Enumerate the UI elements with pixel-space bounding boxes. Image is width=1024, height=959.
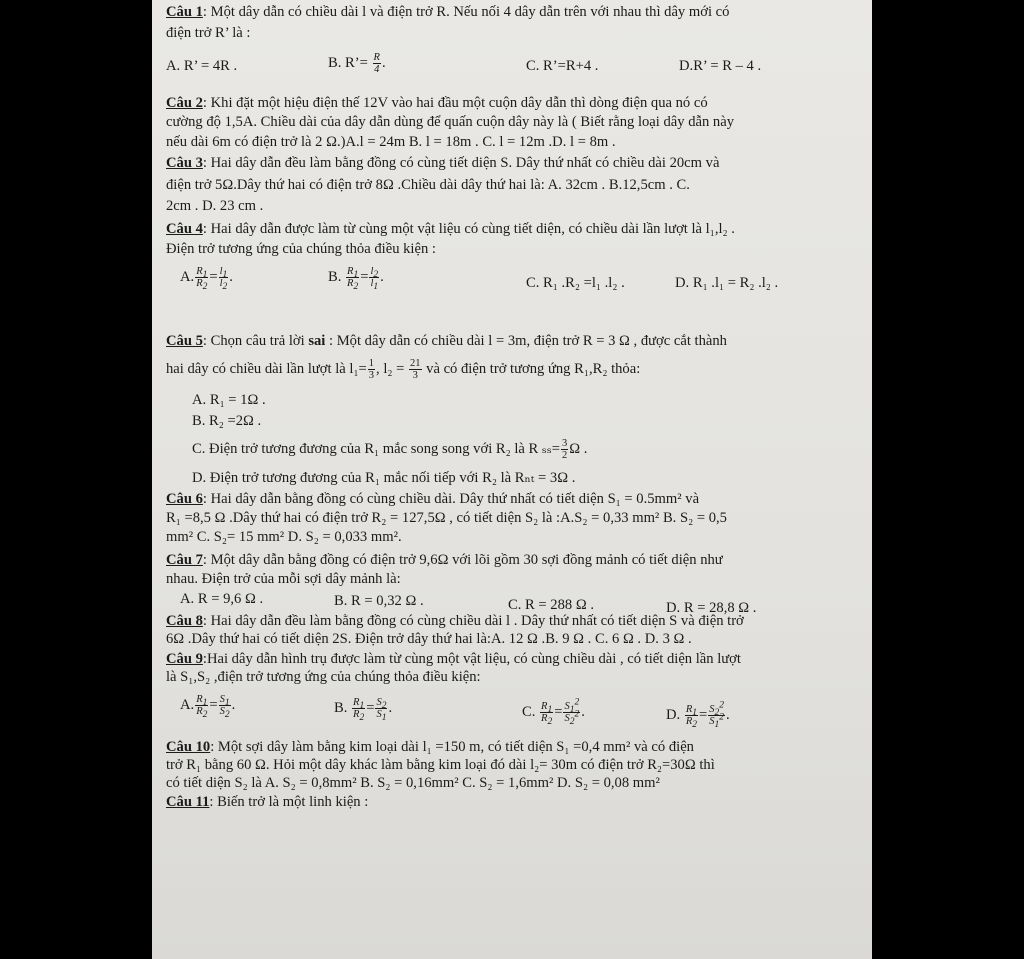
q10-line2: trở R₁ bằng 60 Ω. Hỏi một dây khác làm bằng kim loại đó dài l₂= 30m có điện trở R₂=30Ω thì	[166, 757, 715, 773]
q5-option-c: C. Điện trở tương đương của R₁ mắc song song với R₂ là R ₛₛ= $\frac{3}{2}$ Ω .	[192, 438, 588, 461]
q3-line2: điện trở 5Ω.Dây thứ hai có điện trở 8Ω .Chiều dài dây thứ hai là: A. 32cm . B.12,5cm . C.	[166, 177, 690, 193]
q4-line1: Câu 4: Hai dây dẫn được làm từ cùng một vật liệu có cùng tiết diện, có chiều dài lần lượt là l₁,l₂ .	[166, 221, 735, 237]
q1-option-d: D.R’ = R – 4 .	[679, 58, 762, 74]
q7-line2: nhau. Điện trở của mỗi sợi dây mảnh là:	[166, 571, 401, 587]
q7-option-b: B. R = 0,32 Ω .	[334, 593, 424, 609]
q2-heading: Câu 2	[166, 95, 203, 111]
q3-line1: Câu 3: Hai dây dẫn đều làm bằng đồng có cùng tiết diện S. Dây thứ nhất có chiều dài 20cm và	[166, 155, 720, 171]
q1-option-a: A. R’ = 4R .	[166, 58, 238, 74]
q9-line2: là S₁,S₂ ,điện trở tương ứng của chúng thỏa điều kiện:	[166, 669, 481, 685]
q2-line1: Câu 2: Khi đặt một hiệu điện thế 12V vào hai đầu một cuộn dây dẫn thì dòng điện qua nó có	[166, 95, 708, 111]
q6-line2: R₁ =8,5 Ω .Dây thứ hai có điện trở R₂ = 127,5Ω , có tiết diện S₂ là :A.S₂ = 0,33 mm² B. S₂ = 0,5	[166, 510, 727, 526]
q9-option-c: C. $\frac{R_1}{R_2}$ = $\frac{S_1^2}{S_2^2}$ .	[522, 697, 585, 728]
q8-line1: Câu 8: Hai dây dẫn đều làm bằng đồng có cùng chiều dài l . Dây thứ nhất có tiết diện S và điện trở	[166, 613, 744, 629]
q9-line1: Câu 9:Hai dây dẫn hình trụ được làm từ cùng một vật liệu, có cùng chiều dài , có tiết diện lần lượt	[166, 651, 741, 667]
q5-option-b: B. R₂ =2Ω .	[192, 413, 262, 429]
q4-option-b: B. $\frac{R_1}{R_2}$ = $\frac{l_2}{l_1}$ .	[328, 266, 384, 293]
q1-option-c: C. R’=R+4 .	[526, 58, 599, 74]
q5-line1: Câu 5: Chọn câu trả lời sai : Một dây dẫn có chiều dài l = 3m, điện trở R = 3 Ω , được cắt thành	[166, 333, 727, 349]
q11-line1: Câu 11: Biến trở là một linh kiện :	[166, 794, 369, 810]
q3-heading: Câu 3	[166, 155, 203, 171]
q7-option-a: A. R = 9,6 Ω .	[180, 591, 264, 607]
q5-option-d: D. Điện trở tương đương của R₁ mắc nối tiếp với R₂ là Rₙₜ = 3Ω .	[192, 470, 576, 486]
q6-line1: Câu 6: Hai dây dẫn bằng đồng có cùng chiều dài. Dây thứ nhất có tiết diện S₁ = 0.5mm² và	[166, 491, 700, 507]
q2-line3: nếu dài 6m có điện trở là 2 Ω.)A.l = 24m B. l = 18m . C. l = 12m .D. l = 8m .	[166, 134, 616, 150]
q10-heading: Câu 10	[166, 739, 211, 755]
q6-line3: mm² C. S₂= 15 mm² D. S₂ = 0,033 mm².	[166, 529, 402, 545]
q4-heading: Câu 4	[166, 221, 203, 237]
q4-line2: Điện trở tương ứng của chúng thỏa điều kiện :	[166, 241, 436, 257]
q3-line3: 2cm . D. 23 cm .	[166, 198, 264, 214]
q9-option-d: D. $\frac{R_1}{R_2}$ = $\frac{S_2^2}{S_1^2}$ .	[666, 700, 730, 731]
q7-heading: Câu 7	[166, 552, 203, 568]
q9-heading: Câu 9	[166, 651, 203, 667]
q8-line2: 6Ω .Dây thứ hai có tiết diện 2S. Điện trở dây thứ hai là:A. 12 Ω .B. 9 Ω . C. 6 Ω . D. 3 Ω .	[166, 631, 692, 647]
q1-line1: Câu 1: Một dây dẫn có chiều dài l và điện trở R. Nếu nối 4 dây dẫn trên với nhau thì dây mới có	[166, 4, 730, 20]
q5-heading: Câu 5	[166, 333, 203, 349]
q8-heading: Câu 8	[166, 613, 203, 629]
q6-heading: Câu 6	[166, 491, 203, 507]
q10-line3: có tiết diện S₂ là A. S₂ = 0,8mm² B. S₂ = 0,16mm² C. S₂ = 1,6mm² D. S₂ = 0,08 mm²	[166, 775, 660, 791]
q1-option-b: B. R’= $\frac{R}{4}$ .	[328, 52, 386, 75]
worksheet-page	[152, 0, 872, 959]
q4-option-a: A. $\frac{R_1}{R_2}$ = $\frac{l_1}{l_2}$ .	[180, 266, 233, 293]
q7-option-d: D. R = 28,8 Ω .	[666, 600, 757, 616]
q10-line1: Câu 10: Một sợi dây làm bằng kim loại dài l₁ =150 m, có tiết diện S₁ =0,4 mm² và có điện	[166, 739, 694, 755]
q11-heading: Câu 11	[166, 794, 210, 810]
q1-line2: điện trở R’ là :	[166, 25, 251, 41]
q7-option-c: C. R = 288 Ω .	[508, 597, 594, 613]
q5-line2: hai dây có chiều dài lần lượt là l₁= $\frac{1}{3}$ , l₂ = $\frac{21}{3}$ và có điện trở tương ứng R₁,R₂ thỏa:	[166, 358, 641, 381]
q9-option-b: B. $\frac{R_1}{R_2}$ = $\frac{S_2}{S_1}$ .	[334, 697, 393, 724]
q2-line2: cường độ 1,5A. Chiều dài của dây dẫn dùng để quấn cuộn dây này là ( Biết rằng loại dây dẫn này	[166, 114, 735, 130]
q4-option-d: D. R₁ .l₁ = R₂ .l₂ .	[675, 275, 779, 291]
q7-line1: Câu 7: Một dây dẫn bằng đồng có điện trở 9,6Ω với lõi gồm 30 sợi đồng mảnh có tiết diện như	[166, 552, 723, 568]
q5-option-a: A. R₁ = 1Ω .	[192, 392, 266, 408]
q4-option-c: C. R₁ .R₂ =l₁ .l₂ .	[526, 275, 625, 291]
q1-heading: Câu 1	[166, 4, 203, 20]
q9-option-a: A. $\frac{R_1}{R_2}$ = $\frac{S_1}{S_2}$ .	[180, 694, 236, 721]
